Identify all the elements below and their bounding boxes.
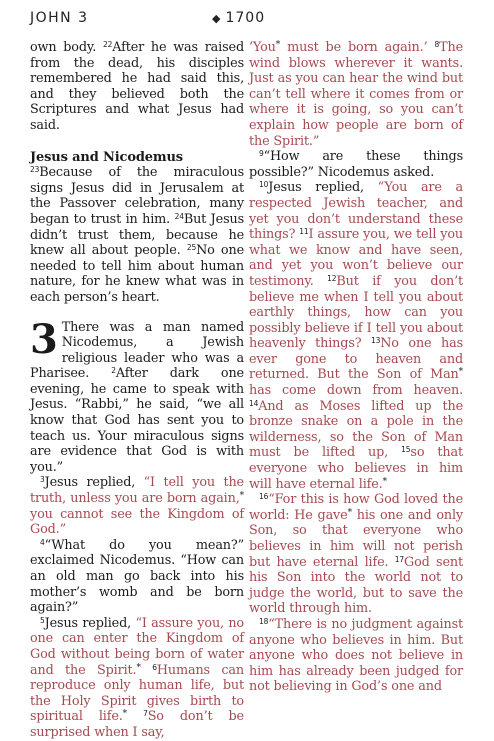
chapter-number: 3 (30, 315, 58, 363)
paragraph (30, 616, 244, 741)
words-of-jesus: ‘You (249, 40, 276, 55)
words-of-jesus: No one has ever gone to heaven and returned. But the Son of Man (249, 336, 463, 383)
verse-number: 25 (186, 243, 197, 253)
paragraph (249, 180, 463, 492)
footnote-marker: * (122, 709, 128, 720)
page-number-value: 1700 (225, 10, 266, 26)
words-of-jesus (127, 709, 143, 724)
chapter-opening-paragraph (30, 315, 244, 476)
verse-text: Jesus replied, (44, 475, 144, 491)
verse-number: 7 (143, 709, 148, 719)
verse-number: 8 (434, 40, 440, 49)
verse-text: After dark one evening, he came to speak with Jesus. “Rabbi,” he said, “we all know that God has sent you to teach us. Your miraculous signs are evidence that God is with you.” (30, 366, 244, 475)
verse-text: Jesus replied, (44, 615, 136, 631)
verse-number: 13 (371, 336, 381, 346)
footnote-marker: * (382, 476, 387, 487)
paragraph (249, 492, 463, 617)
verse-number: 12 (327, 273, 337, 283)
paragraph (249, 149, 463, 180)
footnote-marker: * (347, 507, 352, 518)
right-column (249, 40, 463, 695)
words-of-jesus: “There is no judgment against anyone who believes in him. But anyone who does not believe in him has already been judged for not believing in God’s one and (249, 616, 463, 695)
page-header (0, 0, 494, 34)
running-head: JOHN 3 (30, 10, 89, 26)
verse-number: 15 (401, 445, 411, 455)
paragraph (30, 165, 244, 305)
verse-number: 10 (259, 180, 269, 190)
verse-text: own body. (30, 40, 103, 55)
words-of-jesus: has come down from heaven. (249, 383, 463, 399)
verse-text: Because of the miraculous signs Jesus did in Jerusalem at the Passover celebration, many began to trust in him. (30, 165, 244, 227)
verse-text: But Jesus didn’t trust them, because he knew all about people. (30, 211, 244, 259)
footnote-marker: * (239, 491, 244, 502)
diamond-icon: ◆ (212, 12, 222, 25)
words-of-jesus: “I assure you, no one can enter the Kingdom of God without being born of water and the Spirit. (30, 615, 244, 678)
section-heading: Jesus and Nicodemus (30, 149, 183, 165)
words-of-jesus: And as Moses lifted up the bronze snake on a pole in the wilderness, so the Son of Man must be lifted up, (249, 398, 463, 461)
verse-text: No one needed to tell him about human nature, for he knew what was in each person’s heart. (30, 243, 245, 305)
paragraph (249, 40, 463, 149)
verse-number: 18 (259, 616, 269, 626)
words-of-jesus: so that everyone who believes in him will have eternal life. (249, 445, 463, 492)
verse-number: 9 (259, 149, 264, 159)
paragraph-text (30, 315, 244, 475)
verse-number: 24 (174, 211, 184, 221)
verse-number: 14 (249, 398, 259, 408)
verse-number: 11 (299, 227, 309, 237)
left-column (30, 40, 244, 741)
words-of-jesus (141, 663, 152, 678)
verse-number: 16 (259, 492, 269, 502)
verse-number: 6 (152, 662, 157, 672)
paragraph (30, 538, 244, 616)
footnote-marker: * (458, 367, 463, 378)
verse-number: 17 (394, 554, 405, 564)
verse-text: There was a man named Nicodemus, a Jewish religious leader who was a Pharisee. (30, 319, 244, 382)
words-of-jesus: “You are a respected Jewish teacher, and yet you don’t understand these things? (249, 180, 463, 243)
page-number (212, 10, 265, 26)
words-of-jesus: So don’t be surprised when I say, (30, 709, 244, 740)
verse-number: 3 (40, 475, 45, 485)
words-of-jesus: The wind blows wherever it wants. Just as you can hear the wind but can’t tell where it comes from or where it is going, so you can’t explain how people are born of the Spirit.” (249, 40, 463, 149)
verse-number: 5 (40, 615, 45, 625)
words-of-jesus: “I tell you the truth, unless you are born again, (30, 475, 244, 507)
verse-number: 23 (30, 165, 40, 175)
verse-text: Jesus replied, (268, 180, 378, 196)
verse-text: “What do you mean?” exclaimed Nicodemus. “How can an old man go back into his mother’s womb and be born again?” (30, 537, 244, 616)
words-of-jesus: I assure you, we tell you what we know and have seen, and yet you won’t believe our testimony. (249, 227, 463, 289)
verse-text: After he was raised from the dead, his disciples remembered he had said this, and they believed both the Scriptures and what Jesus had said. (30, 40, 244, 133)
words-of-jesus: But if you don’t believe me when I tell you about earthly things, how can you possibly believe if I tell you about heavenly things? (249, 273, 463, 352)
words-of-jesus: must be born again.’ (280, 40, 435, 55)
words-of-jesus: you cannot see the Kingdom of God.” (30, 506, 244, 538)
verse-number: 22 (103, 40, 113, 49)
verse-number: 4 (40, 537, 45, 547)
paragraph (30, 40, 244, 134)
footnote-marker: * (275, 40, 281, 50)
paragraph (30, 475, 244, 537)
words-of-jesus: his one and only Son, so that everyone who believes in him will not perish but have eternal life. (249, 507, 463, 570)
words-of-jesus: God sent his Son into the world not to judge the world, but to save the world through him. (249, 554, 463, 617)
verse-text: “How are these things possible?” Nicodemus asked. (249, 149, 463, 180)
footnote-marker: * (136, 662, 141, 673)
verse-number: 2 (111, 366, 116, 376)
paragraph (249, 617, 463, 695)
words-of-jesus: “For this is how God loved the world: He gave (249, 492, 463, 523)
words-of-jesus: Humans can reproduce only human life, but the Holy Spirit gives birth to spiritual life. (30, 662, 244, 725)
